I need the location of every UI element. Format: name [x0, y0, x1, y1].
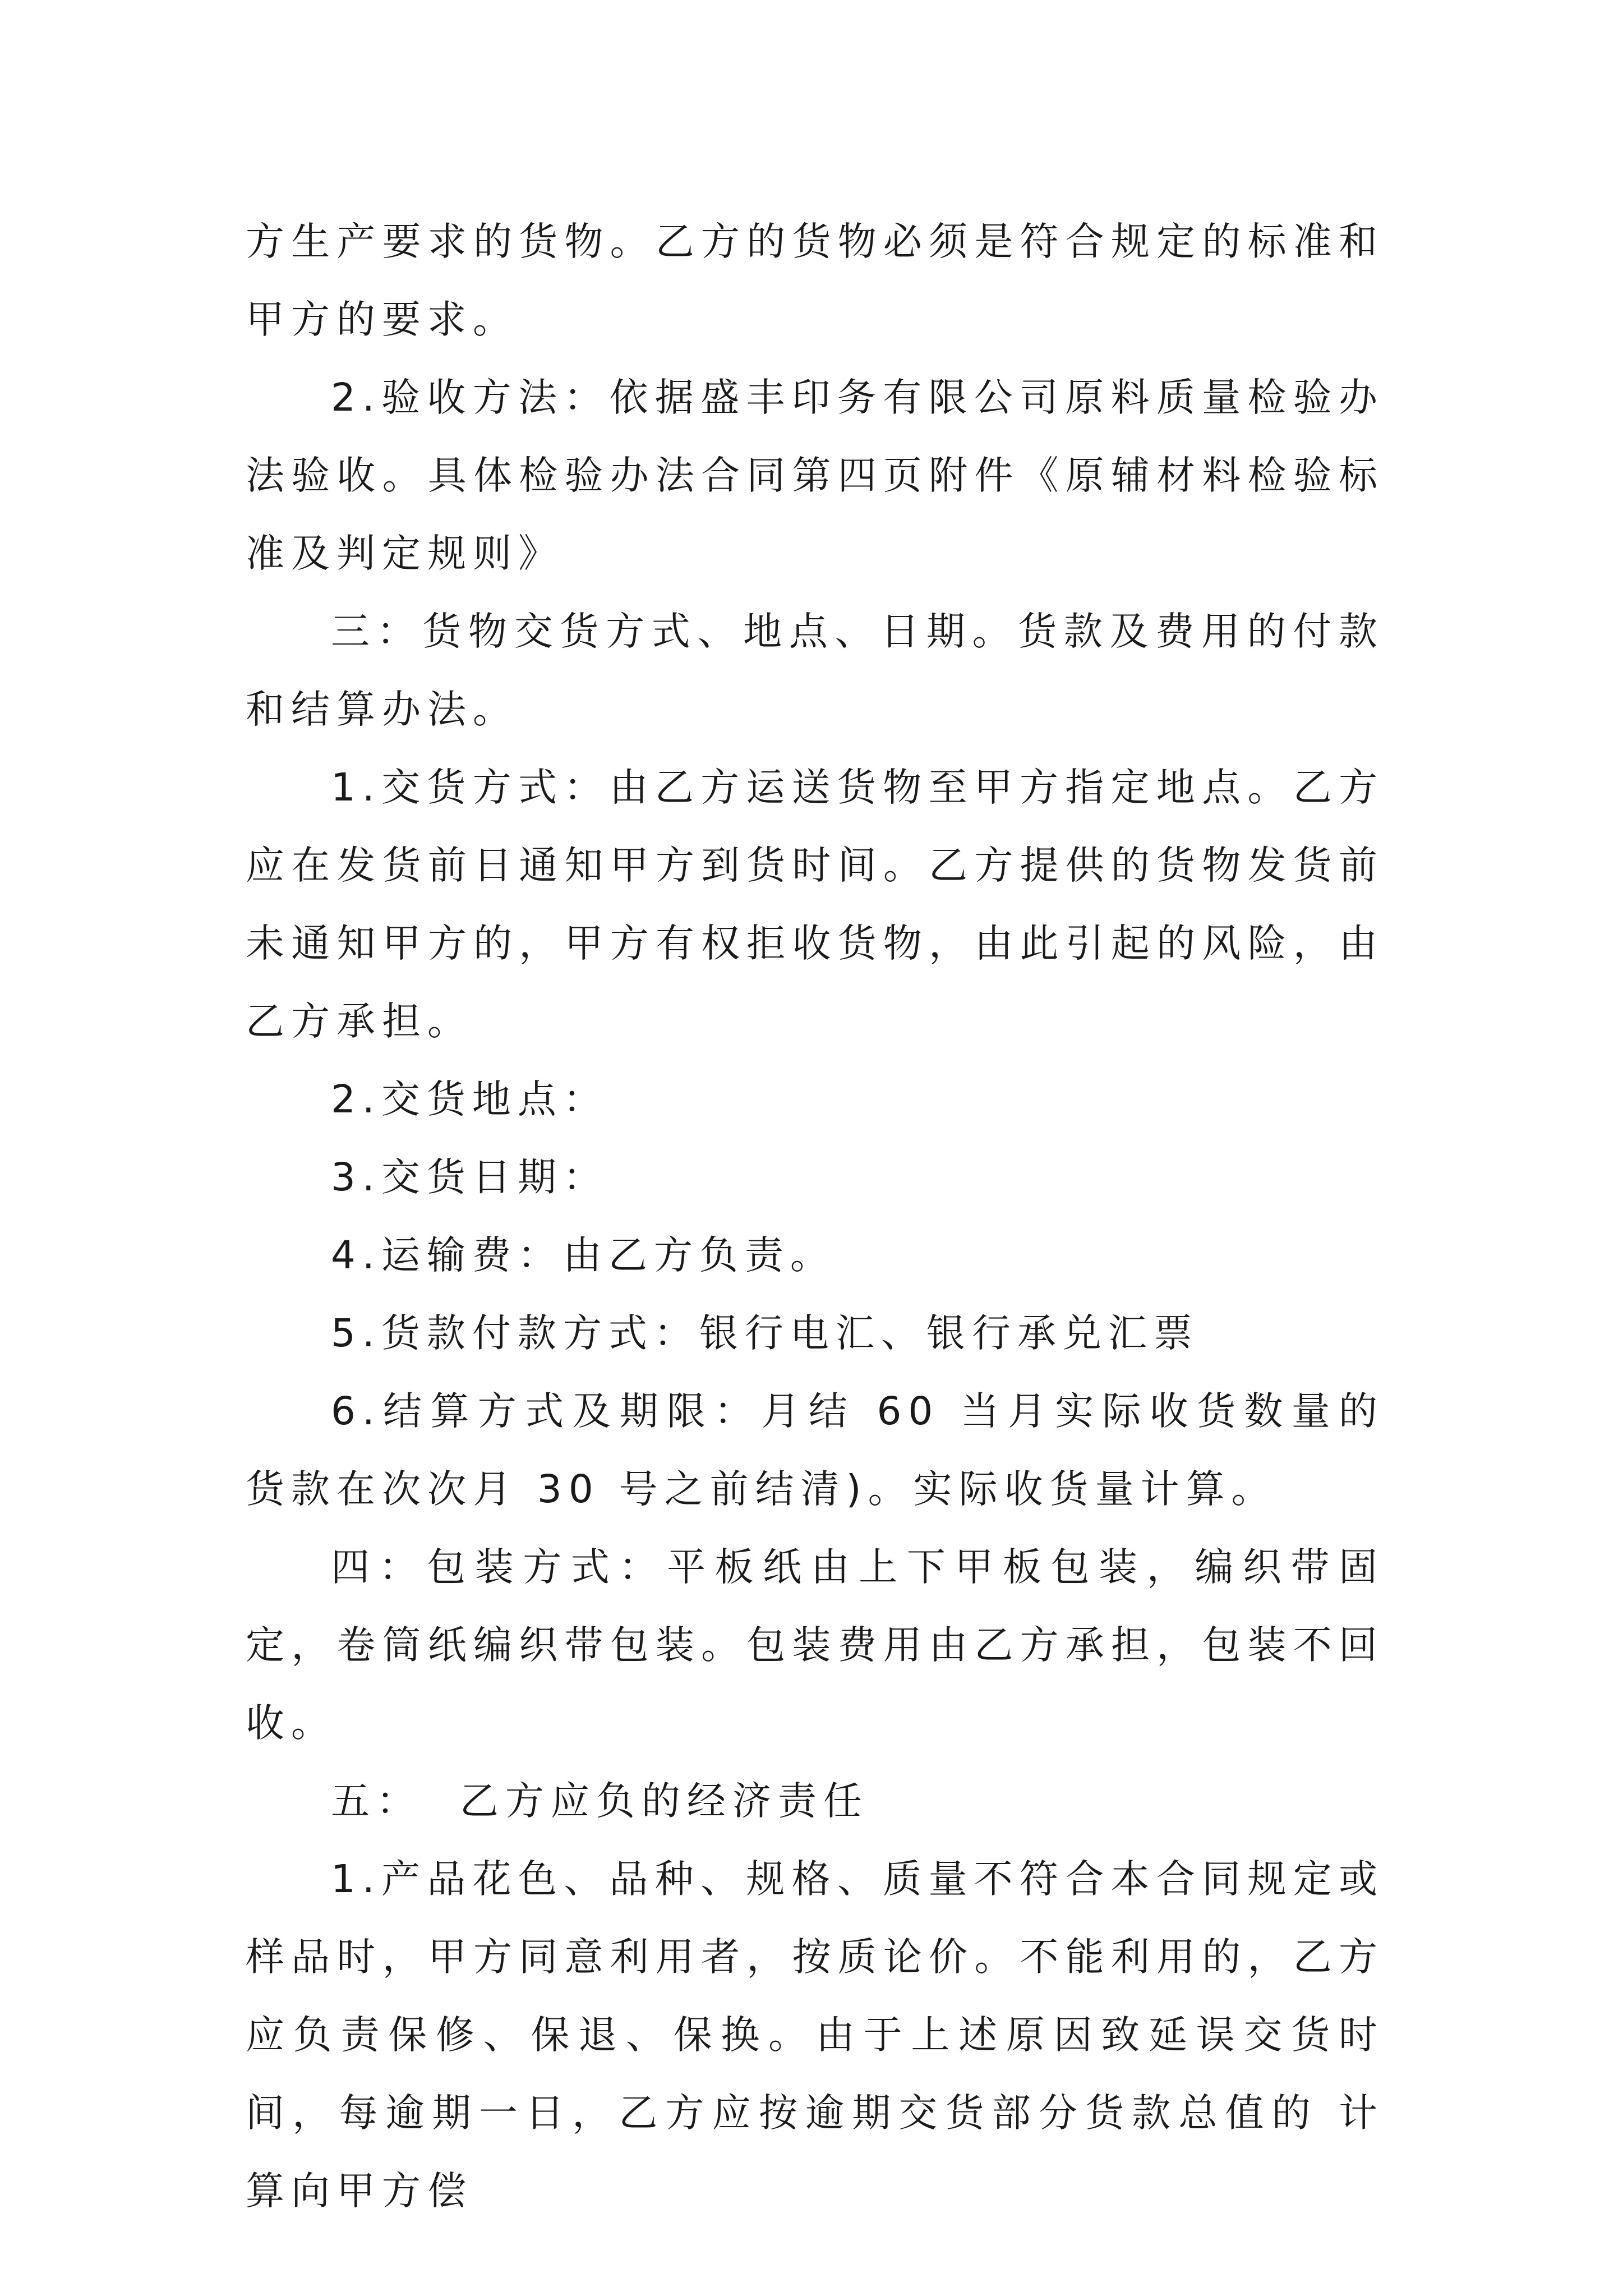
paragraph-settlement: 6.结算方式及期限：月结 60 当月实际收货数量的货款在次次月 30 号之前结清)。实际收货量计算。: [246, 1389, 1384, 1512]
paragraph-quality-liability: 1.产品花色、品种、规格、质量不符合本合同规定或样品时，甲方同意利用者，按质论价。不能利用的，乙方应负责保修、保退、保换。由于上述原因致延误交货时间，每逾期一日，乙方应按逾期交货部分货款总值的 计算向甲方偿: [246, 1857, 1384, 2214]
paragraph-continuation: 方生产要求的货物。乙方的货物必须是符合规定的标准和甲方的要求。: [246, 219, 1384, 342]
section-heading-liability: 五： 乙方应负的经济责任: [331, 1779, 869, 1824]
section-heading-delivery: 三：货物交货方式、地点、日期。货款及费用的付款和结算办法。: [246, 609, 1384, 732]
section-heading-packaging: 四：包装方式：平板纸由上下甲板包装，编织带固定，卷筒纸编织带包装。包装费用由乙方承担，包装不回收。: [246, 1545, 1384, 1746]
paragraph-delivery-method: 1.交货方式：由乙方运送货物至甲方指定地点。乙方应在发货前日通知甲方到货时间。乙方提供的货物发货前未通知甲方的，甲方有权拒收货物，由此引起的风险，由乙方承担。: [246, 765, 1384, 1044]
paragraph-delivery-date: 3.交货日期：: [331, 1155, 608, 1200]
paragraph-payment-method: 5.货款付款方式：银行电汇、银行承兑汇票: [331, 1311, 1199, 1356]
paragraph-inspection-method: 2.验收方法：依据盛丰印务有限公司原料质量检验办法验收。具体检验办法合同第四页附件《原辅材料检验标准及判定规则》: [246, 375, 1384, 576]
paragraph-delivery-location: 2.交货地点：: [331, 1077, 608, 1122]
document-body: [246, 203, 1384, 2230]
paragraph-freight: 4.运输费：由乙方负责。: [331, 1233, 836, 1278]
